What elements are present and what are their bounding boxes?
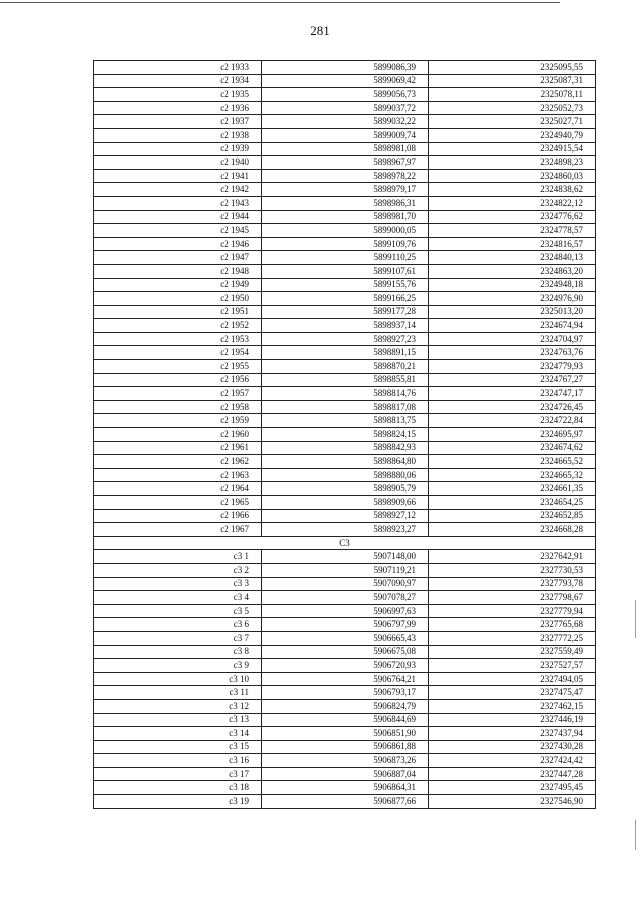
table-row <box>94 509 596 523</box>
y-coordinate-cell: 2325027,71 <box>429 115 596 129</box>
point-cell: с2 1953 <box>94 332 262 346</box>
x-coordinate-cell: 5906824,79 <box>262 699 429 713</box>
table-row <box>94 740 596 754</box>
table-row <box>94 468 596 482</box>
x-coordinate-cell: 5899056,73 <box>262 88 429 102</box>
table-row <box>94 441 596 455</box>
x-coordinate-cell: 5898923,27 <box>262 523 429 537</box>
x-coordinate-cell: 5898967,97 <box>262 156 429 170</box>
point-cell: с3 8 <box>94 645 262 659</box>
table-row <box>94 781 596 795</box>
table-row <box>94 88 596 102</box>
point-cell: с2 1964 <box>94 482 262 496</box>
table-row <box>94 754 596 768</box>
y-coordinate-cell: 2327475,47 <box>429 686 596 700</box>
x-coordinate-cell: 5898880,06 <box>262 468 429 482</box>
table-row <box>94 523 596 537</box>
table-row <box>94 319 596 333</box>
y-coordinate-cell: 2324940,79 <box>429 128 596 142</box>
y-coordinate-cell: 2324654,25 <box>429 496 596 510</box>
x-coordinate-cell: 5907148,00 <box>262 550 429 564</box>
y-coordinate-cell: 2324674,94 <box>429 319 596 333</box>
page-number: 281 <box>310 23 330 38</box>
y-coordinate-cell: 2327793,78 <box>429 577 596 591</box>
y-coordinate-cell: 2325052,73 <box>429 101 596 115</box>
x-coordinate-cell: 5899107,61 <box>262 264 429 278</box>
point-cell: с2 1944 <box>94 210 262 224</box>
table-row <box>94 604 596 618</box>
x-coordinate-cell: 5906764,21 <box>262 672 429 686</box>
table-row <box>94 550 596 564</box>
x-coordinate-cell: 5906793,17 <box>262 686 429 700</box>
table-row <box>94 169 596 183</box>
point-cell: с2 1936 <box>94 101 262 115</box>
y-coordinate-cell: 2325013,20 <box>429 305 596 319</box>
table-row <box>94 210 596 224</box>
x-coordinate-cell: 5898824,15 <box>262 428 429 442</box>
x-coordinate-cell: 5906844,69 <box>262 713 429 727</box>
point-cell: с3 10 <box>94 672 262 686</box>
y-coordinate-cell: 2327772,25 <box>429 631 596 645</box>
point-cell: с2 1938 <box>94 128 262 142</box>
x-coordinate-cell: 5906887,04 <box>262 767 429 781</box>
point-cell: с3 17 <box>94 767 262 781</box>
y-coordinate-cell: 2327430,28 <box>429 740 596 754</box>
y-coordinate-cell: 2324976,90 <box>429 292 596 306</box>
point-cell: с3 4 <box>94 591 262 605</box>
x-coordinate-cell: 5906675,08 <box>262 645 429 659</box>
table-row <box>94 101 596 115</box>
y-coordinate-cell: 2324652,85 <box>429 509 596 523</box>
y-coordinate-cell: 2327642,91 <box>429 550 596 564</box>
table-row <box>94 699 596 713</box>
y-coordinate-cell: 2324838,62 <box>429 183 596 197</box>
x-coordinate-cell: 5899110,25 <box>262 251 429 265</box>
y-coordinate-cell: 2324747,17 <box>429 387 596 401</box>
y-coordinate-cell: 2327765,68 <box>429 618 596 632</box>
table-row <box>94 264 596 278</box>
x-coordinate-cell: 5898981,08 <box>262 142 429 156</box>
point-cell: с2 1952 <box>94 319 262 333</box>
y-coordinate-cell: 2324778,57 <box>429 224 596 238</box>
point-cell: с3 19 <box>94 795 262 809</box>
table-row <box>94 496 596 510</box>
table-row <box>94 183 596 197</box>
table-row <box>94 196 596 210</box>
point-cell: с3 1 <box>94 550 262 564</box>
table-row <box>94 278 596 292</box>
point-cell: с2 1962 <box>94 455 262 469</box>
table-row <box>94 591 596 605</box>
x-coordinate-cell: 5898891,15 <box>262 346 429 360</box>
table-row <box>94 373 596 387</box>
y-coordinate-cell: 2324763,76 <box>429 346 596 360</box>
x-coordinate-cell: 5899069,42 <box>262 74 429 88</box>
table-row <box>94 61 596 75</box>
table-row <box>94 428 596 442</box>
x-coordinate-cell: 5899086,39 <box>262 61 429 75</box>
point-cell: с3 6 <box>94 618 262 632</box>
point-cell: с3 13 <box>94 713 262 727</box>
point-cell: с2 1941 <box>94 169 262 183</box>
y-coordinate-cell: 2325095,55 <box>429 61 596 75</box>
x-coordinate-cell: 5899009,74 <box>262 128 429 142</box>
table-row <box>94 115 596 129</box>
section-header-row <box>94 536 596 550</box>
point-cell: с2 1957 <box>94 387 262 401</box>
x-coordinate-cell: 5898842,93 <box>262 441 429 455</box>
x-coordinate-cell: 5898864,80 <box>262 455 429 469</box>
table-row <box>94 332 596 346</box>
x-coordinate-cell: 5906851,90 <box>262 727 429 741</box>
y-coordinate-cell: 2324776,62 <box>429 210 596 224</box>
table-row <box>94 727 596 741</box>
table-row <box>94 305 596 319</box>
top-rule <box>0 2 560 3</box>
point-cell: с2 1934 <box>94 74 262 88</box>
x-coordinate-cell: 5906877,66 <box>262 795 429 809</box>
y-coordinate-cell: 2324767,27 <box>429 373 596 387</box>
y-coordinate-cell: 2324726,45 <box>429 400 596 414</box>
y-coordinate-cell: 2324915,54 <box>429 142 596 156</box>
table-row <box>94 659 596 673</box>
point-cell: с3 15 <box>94 740 262 754</box>
table-row <box>94 142 596 156</box>
y-coordinate-cell: 2324665,52 <box>429 455 596 469</box>
table-row <box>94 618 596 632</box>
y-coordinate-cell: 2324816,57 <box>429 237 596 251</box>
table-row <box>94 713 596 727</box>
x-coordinate-cell: 5899155,76 <box>262 278 429 292</box>
x-coordinate-cell: 5898855,81 <box>262 373 429 387</box>
point-cell: с3 5 <box>94 604 262 618</box>
y-coordinate-cell: 2324860,03 <box>429 169 596 183</box>
point-cell: с2 1966 <box>94 509 262 523</box>
y-coordinate-cell: 2324779,93 <box>429 360 596 374</box>
y-coordinate-cell: 2327462,15 <box>429 699 596 713</box>
point-cell: с2 1946 <box>94 237 262 251</box>
x-coordinate-cell: 5906797,99 <box>262 618 429 632</box>
table-row <box>94 360 596 374</box>
table-row <box>94 414 596 428</box>
y-coordinate-cell: 2327559,49 <box>429 645 596 659</box>
point-cell: с3 9 <box>94 659 262 673</box>
point-cell: с2 1960 <box>94 428 262 442</box>
point-cell: с2 1943 <box>94 196 262 210</box>
x-coordinate-cell: 5899037,72 <box>262 101 429 115</box>
y-coordinate-cell: 2327779,94 <box>429 604 596 618</box>
point-cell: с2 1967 <box>94 523 262 537</box>
point-cell: с2 1940 <box>94 156 262 170</box>
y-coordinate-cell: 2327446,19 <box>429 713 596 727</box>
point-cell: с2 1942 <box>94 183 262 197</box>
table-row <box>94 400 596 414</box>
table-row <box>94 346 596 360</box>
x-coordinate-cell: 5899109,76 <box>262 237 429 251</box>
table-row <box>94 645 596 659</box>
y-coordinate-cell: 2324840,13 <box>429 251 596 265</box>
point-cell: с2 1958 <box>94 400 262 414</box>
point-cell: с2 1947 <box>94 251 262 265</box>
point-cell: с3 18 <box>94 781 262 795</box>
point-cell: с2 1956 <box>94 373 262 387</box>
y-coordinate-cell: 2325078,11 <box>429 88 596 102</box>
table-row <box>94 455 596 469</box>
edge-mark <box>635 820 636 850</box>
coordinates-table <box>93 60 596 809</box>
x-coordinate-cell: 5899000,05 <box>262 224 429 238</box>
y-coordinate-cell: 2327730,53 <box>429 563 596 577</box>
y-coordinate-cell: 2324665,32 <box>429 468 596 482</box>
y-coordinate-cell: 2327424,42 <box>429 754 596 768</box>
x-coordinate-cell: 5898937,14 <box>262 319 429 333</box>
table-row <box>94 251 596 265</box>
y-coordinate-cell: 2324822,12 <box>429 196 596 210</box>
point-cell: с3 3 <box>94 577 262 591</box>
table-section-c2 <box>94 61 596 537</box>
table-row <box>94 74 596 88</box>
x-coordinate-cell: 5898979,17 <box>262 183 429 197</box>
point-cell: с2 1961 <box>94 441 262 455</box>
section-label: С3 <box>94 536 596 550</box>
point-cell: с2 1937 <box>94 115 262 129</box>
point-cell: с3 7 <box>94 631 262 645</box>
point-cell: с2 1948 <box>94 264 262 278</box>
point-cell: с3 14 <box>94 727 262 741</box>
x-coordinate-cell: 5898927,12 <box>262 509 429 523</box>
x-coordinate-cell: 5898814,76 <box>262 387 429 401</box>
x-coordinate-cell: 5906873,26 <box>262 754 429 768</box>
y-coordinate-cell: 2325087,31 <box>429 74 596 88</box>
x-coordinate-cell: 5906665,43 <box>262 631 429 645</box>
table-row <box>94 577 596 591</box>
table-row <box>94 631 596 645</box>
x-coordinate-cell: 5906997,63 <box>262 604 429 618</box>
x-coordinate-cell: 5899032,22 <box>262 115 429 129</box>
y-coordinate-cell: 2324704,97 <box>429 332 596 346</box>
point-cell: с2 1933 <box>94 61 262 75</box>
point-cell: с2 1951 <box>94 305 262 319</box>
table-row <box>94 156 596 170</box>
point-cell: с2 1949 <box>94 278 262 292</box>
x-coordinate-cell: 5898909,66 <box>262 496 429 510</box>
y-coordinate-cell: 2324948,18 <box>429 278 596 292</box>
y-coordinate-cell: 2324668,28 <box>429 523 596 537</box>
y-coordinate-cell: 2324722,84 <box>429 414 596 428</box>
table-section-c3-header <box>94 536 596 550</box>
x-coordinate-cell: 5899177,28 <box>262 305 429 319</box>
point-cell: с2 1963 <box>94 468 262 482</box>
y-coordinate-cell: 2327546,90 <box>429 795 596 809</box>
y-coordinate-cell: 2324695,97 <box>429 428 596 442</box>
x-coordinate-cell: 5907119,21 <box>262 563 429 577</box>
x-coordinate-cell: 5898813,75 <box>262 414 429 428</box>
table-row <box>94 292 596 306</box>
point-cell: с2 1939 <box>94 142 262 156</box>
table-row <box>94 128 596 142</box>
table-row <box>94 672 596 686</box>
y-coordinate-cell: 2324661,35 <box>429 482 596 496</box>
y-coordinate-cell: 2327527,57 <box>429 659 596 673</box>
point-cell: с3 2 <box>94 563 262 577</box>
table-row <box>94 795 596 809</box>
point-cell: с2 1955 <box>94 360 262 374</box>
x-coordinate-cell: 5898817,08 <box>262 400 429 414</box>
x-coordinate-cell: 5898978,22 <box>262 169 429 183</box>
point-cell: с3 11 <box>94 686 262 700</box>
point-cell: с3 16 <box>94 754 262 768</box>
x-coordinate-cell: 5906720,93 <box>262 659 429 673</box>
x-coordinate-cell: 5898927,23 <box>262 332 429 346</box>
table-row <box>94 767 596 781</box>
x-coordinate-cell: 5907090,97 <box>262 577 429 591</box>
table-row <box>94 224 596 238</box>
point-cell: с2 1965 <box>94 496 262 510</box>
table-section-c3 <box>94 550 596 808</box>
edge-mark <box>635 600 636 638</box>
table-row <box>94 387 596 401</box>
y-coordinate-cell: 2327437,94 <box>429 727 596 741</box>
table-row <box>94 482 596 496</box>
point-cell: с2 1954 <box>94 346 262 360</box>
x-coordinate-cell: 5906861,88 <box>262 740 429 754</box>
y-coordinate-cell: 2327495,45 <box>429 781 596 795</box>
y-coordinate-cell: 2327494,05 <box>429 672 596 686</box>
table-row <box>94 686 596 700</box>
y-coordinate-cell: 2324674,62 <box>429 441 596 455</box>
y-coordinate-cell: 2324863,20 <box>429 264 596 278</box>
point-cell: с2 1950 <box>94 292 262 306</box>
point-cell: с2 1935 <box>94 88 262 102</box>
point-cell: с3 12 <box>94 699 262 713</box>
y-coordinate-cell: 2327798,67 <box>429 591 596 605</box>
point-cell: с2 1959 <box>94 414 262 428</box>
table-row <box>94 563 596 577</box>
x-coordinate-cell: 5899166,25 <box>262 292 429 306</box>
x-coordinate-cell: 5906864,31 <box>262 781 429 795</box>
x-coordinate-cell: 5907078,27 <box>262 591 429 605</box>
y-coordinate-cell: 2327447,28 <box>429 767 596 781</box>
x-coordinate-cell: 5898986,31 <box>262 196 429 210</box>
y-coordinate-cell: 2324898,23 <box>429 156 596 170</box>
x-coordinate-cell: 5898981,70 <box>262 210 429 224</box>
x-coordinate-cell: 5898905,79 <box>262 482 429 496</box>
x-coordinate-cell: 5898870,21 <box>262 360 429 374</box>
point-cell: с2 1945 <box>94 224 262 238</box>
table-row <box>94 237 596 251</box>
